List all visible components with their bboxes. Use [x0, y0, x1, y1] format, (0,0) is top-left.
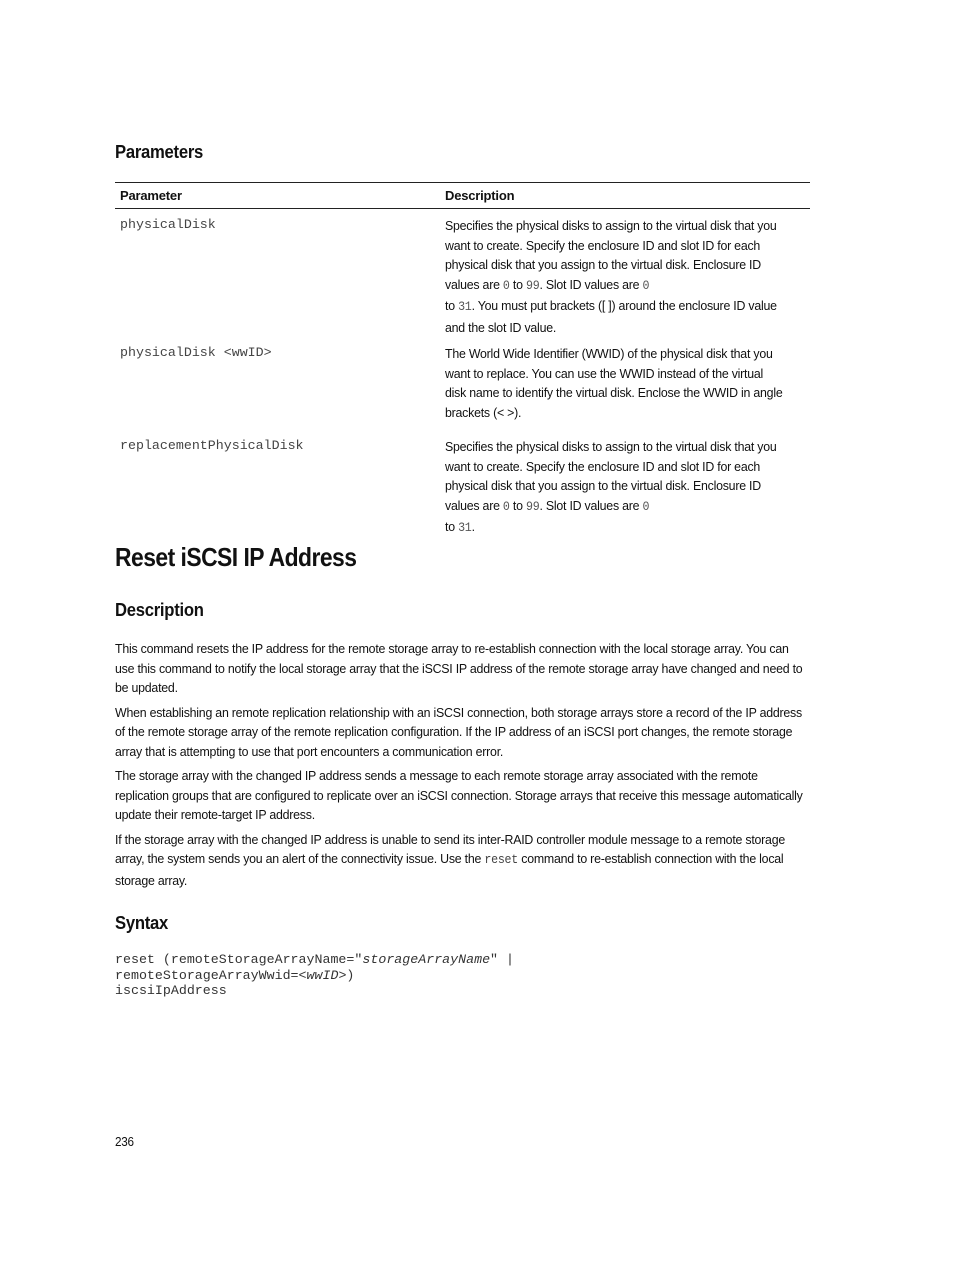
param-description: Specifies the physical disks to assign to the virtual disk that you want to create. Specify the enclosure ID and slot ID for each physical disk that you assign to the virtual disk. Enclosure ID values are 0 to 99. Slot ID values are 0 to 31. You must put brackets ([ ]) around the enclosure ID value and the slot ID value. — [445, 218, 777, 335]
table-row — [115, 337, 810, 430]
param-name: physicalDisk <wwID> — [120, 345, 272, 360]
section-title: Reset iSCSI IP Address — [115, 542, 357, 572]
param-description: Specifies the physical disks to assign to the virtual disk that you want to create. Specify the enclosure ID and slot ID for each physical disk that you assign to the virtual disk. Enclosure ID values are 0 to 99. Slot ID values are 0 to 31. — [445, 439, 777, 535]
param-description: The World Wide Identifier (WWID) of the physical disk that you want to replace. You can use the WWID instead of the virtual disk name to identify the virtual disk. Enclose the WWID in angle brackets (< >). — [445, 346, 783, 420]
parameters-table — [115, 182, 810, 539]
table-header-row — [115, 183, 810, 209]
header-description: Description — [439, 183, 810, 209]
paragraph: When establishing an remote replication relationship with an iSCSI connection, both storage arrays store a record of the IP address of the remote storage array of the remote replication configuration. If the IP address of an iSCSI port changes, the remote storage array that is attempting to use that port encounters a communication error. — [115, 704, 802, 759]
paragraph: This command resets the IP address for the remote storage array to re-establish connection with the local storage array. You can use this command to notify the local storage array that the iSCSI IP address of the remote storage array have changed and need to be updated. — [115, 641, 803, 695]
syntax-code-block: reset (remoteStorageArrayName="storageArrayName" | remoteStorageArrayWwid=<wwID>) iscsiIpAddress — [115, 952, 514, 998]
paragraph: If the storage array with the changed IP address is unable to send its inter-RAID controller module message to a remote storage array, the system sends you an alert of the connectivity issue. Use the reset command to re-establish connection with the local storage array. — [115, 831, 785, 888]
parameters-heading: Parameters — [115, 141, 204, 162]
inline-code: reset — [484, 853, 519, 867]
paragraph: The storage array with the changed IP address sends a message to each remote storage array associated with the remote replication groups that are configured to replicate over an iSCSI connection. Storage arrays that receive this message automatically update their remote-target IP address. — [115, 768, 803, 822]
param-name: replacementPhysicalDisk — [120, 438, 304, 453]
header-parameter: Parameter — [115, 183, 439, 209]
page-number: 236 — [115, 1134, 134, 1149]
table-row — [115, 430, 810, 539]
description-heading: Description — [115, 599, 204, 620]
param-name: physicalDisk — [120, 217, 216, 232]
description-body — [115, 639, 855, 895]
syntax-heading: Syntax — [115, 912, 168, 933]
table-row — [115, 209, 810, 338]
